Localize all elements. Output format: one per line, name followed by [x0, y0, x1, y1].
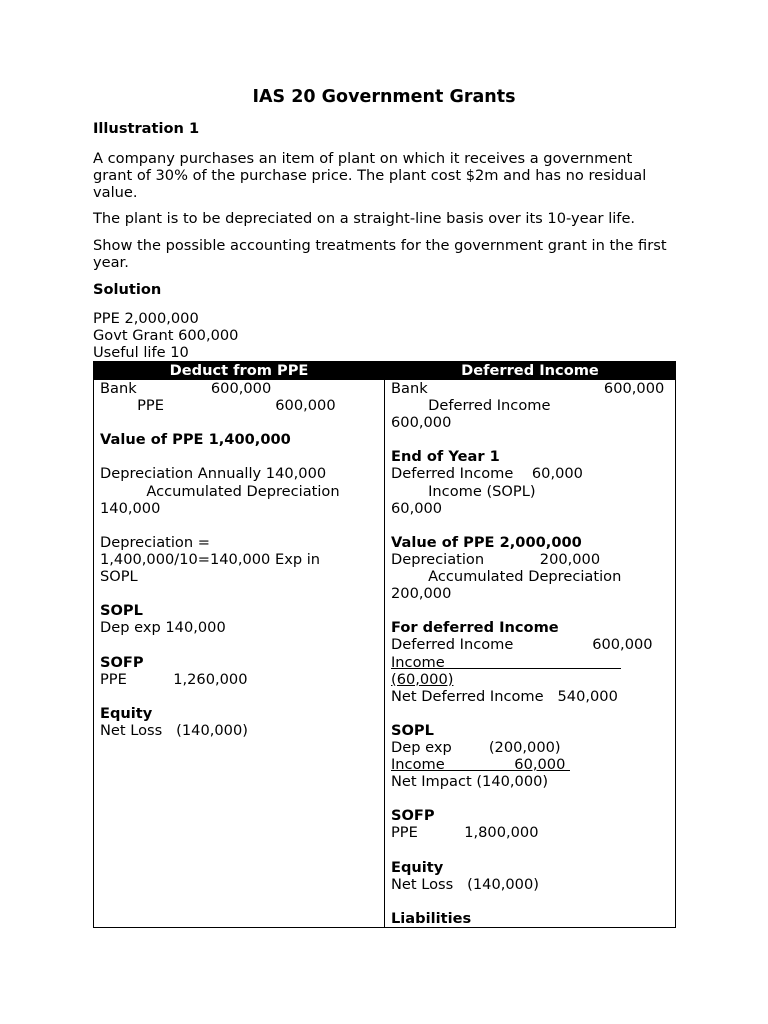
blank-line [100, 688, 378, 705]
left-entry-line: SOPL [100, 568, 138, 586]
right-entry-line: 60,000 [391, 499, 443, 517]
paragraph-problem: A company purchases an item of plant on which it receives a government grant of 30% of the purchase price. The plant cost $2m and has no residual value. [93, 150, 647, 201]
left-entry-line: SOPL [100, 602, 143, 620]
left-entry-line: 1,400,000/10=140,000 Exp in [100, 550, 321, 568]
right-entry-line: Depreciation 200,000 [391, 550, 601, 568]
right-entry-line: Dep exp (200,000) [391, 738, 561, 756]
blank-line [391, 893, 669, 910]
blank-line [391, 602, 669, 619]
right-entry-line: Net Impact (140,000) [391, 773, 549, 791]
blank-line [100, 414, 378, 431]
paragraph-depreciation: The plant is to be depreciated on a straight-line basis over its 10-year life. [93, 210, 636, 227]
left-entry-line: 140,000 [100, 499, 161, 517]
left-entry-line: Net Loss (140,000) [100, 721, 248, 739]
right-entry-line: End of Year 1 [391, 448, 500, 466]
right-entry-line: 200,000 [391, 585, 452, 603]
illustration-heading: Illustration 1 [93, 120, 200, 137]
given-useful-life: Useful life 10 [93, 344, 189, 361]
right-entry-line: Net Loss (140,000) [391, 875, 539, 893]
right-entry-line: 600,000 [391, 414, 452, 432]
left-entry-line: Equity [100, 704, 153, 722]
left-entry-line: PPE 1,260,000 [100, 670, 248, 688]
blank-line [391, 431, 669, 448]
blank-line [100, 517, 378, 534]
left-entry-line: Bank 600,000 [100, 380, 272, 397]
blank-line [100, 585, 378, 602]
right-entry-line: Deferred Income 600,000 [391, 636, 653, 654]
paragraph-task: Show the possible accounting treatments for the government grant in the first year. [93, 237, 667, 271]
right-entry-line: Equity [391, 858, 444, 876]
right-entry-line: SOPL [391, 721, 434, 739]
right-entry-line: SOFP [391, 807, 435, 825]
left-entry-line: SOFP [100, 653, 144, 671]
blank-line [100, 448, 378, 465]
right-entry-line: Income 60,000 [391, 756, 570, 774]
right-entry-line: PPE 1,800,000 [391, 824, 539, 842]
document-title: IAS 20 Government Grants [252, 87, 516, 107]
given-grant: Govt Grant 600,000 [93, 327, 239, 344]
blank-line [391, 842, 669, 859]
right-entry-line: For deferred Income [391, 619, 559, 637]
left-entry-line: Dep exp 140,000 [100, 619, 226, 637]
right-entry-line: Net Deferred Income 540,000 [391, 687, 618, 705]
left-entry-line: Value of PPE 1,400,000 [100, 431, 291, 449]
header-deduct-from-ppe: Deduct from PPE [94, 362, 385, 380]
right-entry-line: Deferred Income 60,000 [391, 465, 583, 483]
solution-heading: Solution [93, 281, 162, 298]
right-entry-line: Deferred Income [391, 397, 551, 415]
blank-line [391, 517, 669, 534]
blank-line [391, 790, 669, 807]
given-ppe: PPE 2,000,000 [93, 310, 199, 327]
right-entry-line: Income [391, 653, 621, 671]
blank-line [391, 705, 669, 722]
blank-line [100, 636, 378, 653]
column-deferred-income [385, 380, 676, 928]
right-entry-line: Income (SOPL) [391, 482, 536, 500]
right-entry-line: Value of PPE 2,000,000 [391, 533, 582, 551]
given-values [93, 310, 675, 361]
header-deferred-income: Deferred Income [385, 362, 676, 380]
left-entry-line: Depreciation Annually 140,000 [100, 465, 327, 483]
right-entry-line: Accumulated Depreciation [391, 568, 622, 586]
right-entry-line: (60,000) [391, 670, 454, 688]
right-entry-line: Bank 600,000 [391, 380, 665, 397]
left-entry-line: Accumulated Depreciation [100, 482, 340, 500]
left-entry-line: PPE 600,000 [100, 397, 336, 415]
treatment-table [93, 361, 676, 928]
right-entry-line: Liabilities [391, 909, 472, 927]
column-deduct-from-ppe [94, 380, 385, 928]
left-entry-line: Depreciation = [100, 533, 210, 551]
